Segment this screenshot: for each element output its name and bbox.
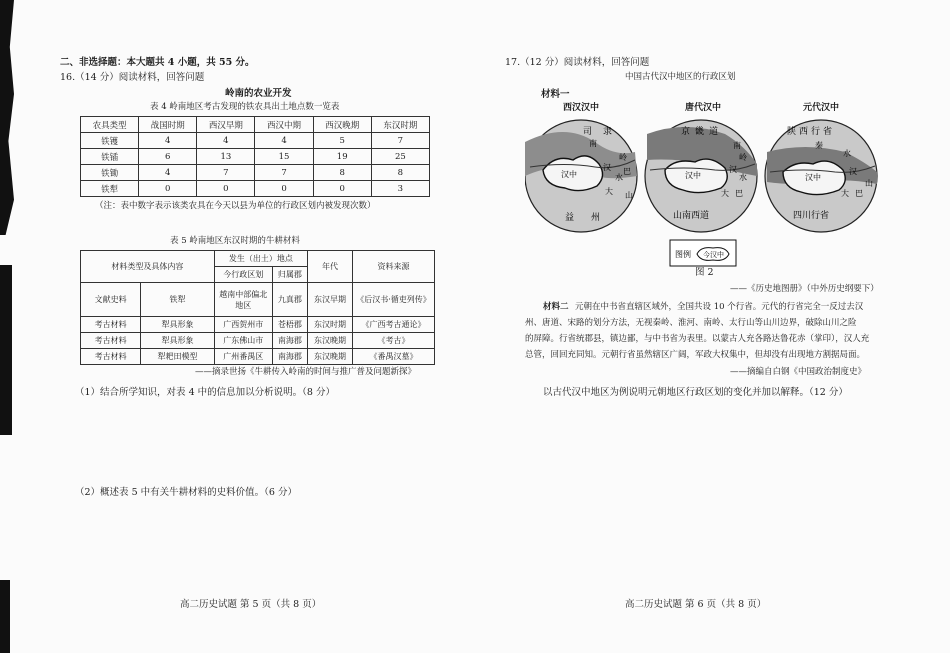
table4-note: （注：表中数字表示该类农具在今天以县为单位的行政区划内被发现次数） [95, 201, 376, 211]
table-cell: 铁锄 [81, 165, 139, 181]
table-cell: 19 [313, 149, 371, 165]
map-label: 巴 [735, 189, 743, 198]
table5-header-county: 归属郡 [272, 267, 307, 283]
map-label: 水 [739, 173, 747, 182]
table-cell: 5 [313, 133, 371, 149]
material2-source: ——摘编自白钢《中国政治制度史》 [730, 367, 867, 377]
q16-title: 岭南的农业开发 [225, 88, 292, 99]
table-cell: 铁锸 [81, 149, 139, 165]
table-cell: 0 [197, 181, 255, 197]
table-cell: 越南中部偏北地区 [214, 283, 272, 317]
material1-label: 材料一 [541, 89, 570, 100]
table-cell: 南海郡 [272, 333, 307, 349]
table-cell: 7 [371, 133, 429, 149]
table-cell: 苍梧郡 [272, 317, 307, 333]
map-tang [645, 120, 757, 232]
map-label: 汉中 [685, 171, 701, 180]
map-label: 隶 [603, 127, 613, 137]
map-label: 益 [565, 213, 575, 223]
table-row [81, 149, 430, 165]
map-label: 西 [799, 127, 809, 137]
table-cell: 铁镬 [81, 133, 139, 149]
map-label: 汉 [849, 167, 857, 176]
map-label: 汉中 [561, 170, 577, 179]
table-cell: 7 [197, 165, 255, 181]
table5-caption: 表 5 岭南地区东汉时期的牛耕材料 [170, 236, 300, 246]
map-label: 巴 [855, 189, 863, 198]
sub-question-2: （2）概述表 5 中有关牛耕材料的史料价值。（6 分） [75, 487, 297, 498]
table-cell: 广东佛山市 [214, 333, 272, 349]
figure-label: 图 2 [695, 267, 714, 278]
table-cell: 25 [371, 149, 429, 165]
table4-header: 东汉时期 [371, 117, 429, 133]
map-label: 岭 [619, 153, 627, 162]
map-label: 秦 [815, 141, 823, 150]
map-label: 大 [605, 187, 613, 196]
table4-header: 农具类型 [81, 117, 139, 133]
legend-label: 图例 [675, 250, 691, 259]
table-cell: 15 [255, 149, 313, 165]
table-cell: 文献史料 [81, 283, 141, 317]
map-figure [525, 100, 925, 280]
table-cell: 铁犁 [141, 283, 214, 317]
table-cell: 东汉晚期 [307, 349, 352, 365]
section-header: 二、非选择题：本大题共 4 小题，共 55 分。 [60, 57, 255, 68]
table4-header: 西汉早期 [197, 117, 255, 133]
material2-line: 的屏障。行省统郡县，镇边鄙，与中书省为表里。以蒙古人充各路达鲁花赤（掌印），汉人充 [525, 334, 870, 344]
question-16: 16.（14 分）阅读材料，回答问题 [60, 72, 205, 83]
table-cell: 0 [313, 181, 371, 197]
map-legend [670, 240, 736, 266]
material2-line: 州、唐道、宋路的划分方法，无视秦岭、淮河、南岭、太行山等山川边界，破除山川之险 [525, 318, 857, 328]
map-label: 省 [823, 127, 833, 137]
map-label: 京 [681, 127, 691, 137]
table-cell: 6 [139, 149, 197, 165]
table5-header-type: 材料类型及具体内容 [81, 251, 215, 283]
map-label: 南 [733, 141, 741, 150]
map-label: 水 [843, 149, 851, 158]
table-row [81, 349, 435, 365]
table-cell: 8 [371, 165, 429, 181]
table4 [80, 116, 430, 197]
table-row [81, 333, 435, 349]
table-cell: 0 [139, 181, 197, 197]
legend-item: 今汉中 [703, 251, 724, 259]
table5 [80, 250, 435, 365]
map-label: 巴 [623, 167, 631, 176]
table-cell: 考古材料 [81, 349, 141, 365]
map-label: 岭 [739, 153, 747, 162]
map-label: 汉 [603, 163, 611, 172]
map-label: 山 [865, 179, 873, 188]
question-17-prompt: 以古代汉中地区为例说明元朝地区行政区划的变化并加以解释。（12 分） [543, 387, 848, 398]
table-cell: 《番禺汉墓》 [353, 349, 435, 365]
table-row [81, 133, 430, 149]
table5-header-modern: 今行政区划 [214, 267, 272, 283]
table-cell: 13 [197, 149, 255, 165]
table5-header-source: 资料来源 [353, 251, 435, 283]
table-cell: 九真郡 [272, 283, 307, 317]
table4-header: 战国时期 [139, 117, 197, 133]
table-cell: 0 [255, 181, 313, 197]
map-label: 行 [811, 127, 821, 137]
table-cell: 4 [139, 133, 197, 149]
map-label: 南 [589, 139, 597, 148]
table-cell: 犁具形象 [141, 317, 214, 333]
page-footer-right: 高二历史试题 第 6 页（共 8 页） [625, 599, 767, 610]
table-cell: 4 [255, 133, 313, 149]
material2-line: 元朝在中书省直辖区域外，全国共设 10 个行省。元代的行省完全一反过去汉 [575, 302, 864, 312]
table-cell: 广西贺州市 [214, 317, 272, 333]
table-cell: 东汉早期 [307, 283, 352, 317]
table-row [81, 165, 430, 181]
sub-question-1: （1）结合所学知识，对表 4 中的信息加以分析说明。（8 分） [75, 387, 335, 398]
map-era-label: 元代汉中 [803, 103, 840, 113]
map-label: 司 [583, 127, 593, 137]
table-cell: 7 [255, 165, 313, 181]
map-svg [525, 112, 925, 292]
map-label: 水 [615, 173, 623, 182]
map-label: 畿 [695, 127, 705, 137]
map-label: 汉 [729, 165, 737, 174]
table-row [81, 181, 430, 197]
table5-header-era: 年代 [307, 251, 352, 283]
table-cell: 《后汉书·循吏列传》 [353, 283, 435, 317]
table-cell: 犁耙田模型 [141, 349, 214, 365]
table-row [81, 283, 435, 317]
table4-header-row [81, 117, 430, 133]
table-cell: 3 [371, 181, 429, 197]
table5-header-place: 发生（出土）地点 [214, 251, 307, 267]
page-footer-left: 高二历史试题 第 5 页（共 8 页） [180, 599, 322, 610]
table4-caption: 表 4 岭南地区考古发现的铁农具出土地点数一览表 [150, 102, 340, 112]
map-label: 陕 [787, 127, 797, 137]
table-cell: 南海郡 [272, 349, 307, 365]
table-cell: 4 [139, 165, 197, 181]
map-label: 大 [841, 189, 849, 198]
table-row [81, 317, 435, 333]
map-label: 道 [709, 127, 719, 137]
table4-header: 西汉中期 [255, 117, 313, 133]
table5-source: ——摘录世扬《牛耕传入岭南的时间与推广普及问题新探》 [195, 367, 417, 377]
table-cell: 《考古》 [353, 333, 435, 349]
map-yuan [765, 120, 877, 232]
table-cell: 犁具形象 [141, 333, 214, 349]
table-cell: 广州番禺区 [214, 349, 272, 365]
map-label: 山南西道 [673, 211, 710, 221]
map-label: 州 [591, 213, 601, 223]
figure-source: ——《历史地图册》（中外历史纲要下） [730, 284, 879, 294]
table5-header-row [81, 251, 435, 267]
question-17: 17.（12 分）阅读材料，回答问题 [505, 57, 650, 68]
material2-line: 总管，回回充同知。元朝行省虽然辖区广阔，军政大权集中，但却没有出现地方割据局面。 [525, 350, 866, 360]
table-cell: 考古材料 [81, 317, 141, 333]
table4-header: 西汉晚期 [313, 117, 371, 133]
map-title: 中国古代汉中地区的行政区划 [625, 72, 736, 82]
map-era-label: 唐代汉中 [685, 103, 722, 113]
table-cell: 8 [313, 165, 371, 181]
table-cell: 东汉晚期 [307, 333, 352, 349]
table-cell: 4 [197, 133, 255, 149]
map-label: 汉中 [805, 173, 821, 182]
table-cell: 东汉时期 [307, 317, 352, 333]
map-label: 大 [721, 189, 729, 198]
material2-label: 材料二 [543, 302, 569, 312]
map-era-label: 西汉汉中 [563, 103, 600, 113]
table-cell: 考古材料 [81, 333, 141, 349]
map-label: 四川行省 [793, 211, 830, 221]
table-cell: 铁犁 [81, 181, 139, 197]
map-western-han [525, 120, 637, 232]
table-cell: 《广西考古通论》 [353, 317, 435, 333]
map-label: 山 [625, 191, 633, 200]
